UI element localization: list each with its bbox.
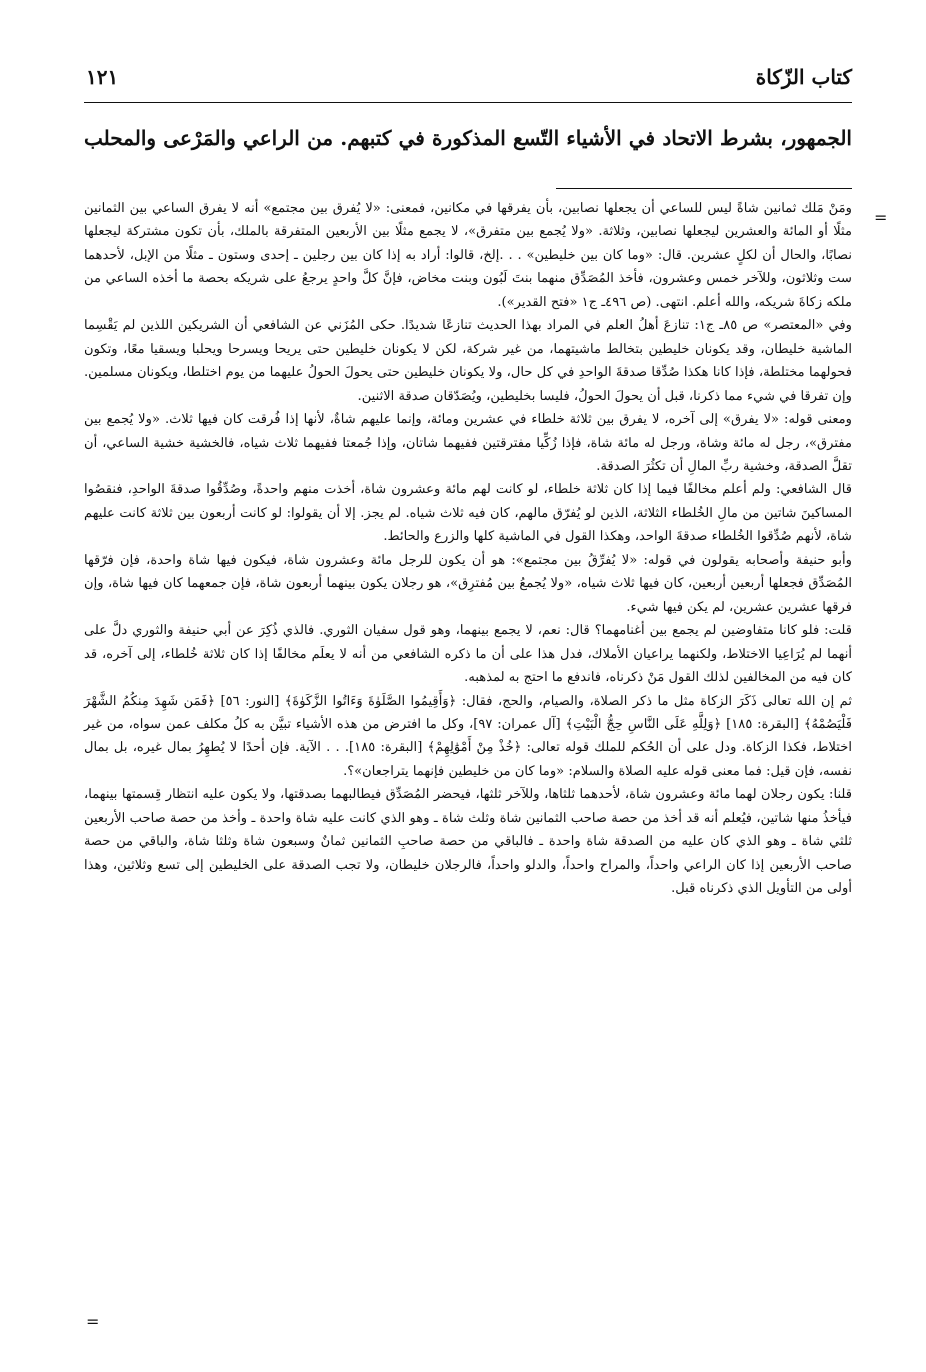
book-title: كتاب الزّكاة	[755, 65, 852, 89]
continuation-mark-top: =	[874, 208, 888, 227]
running-header	[86, 62, 852, 92]
footnote-paragraph-3: ومعنى قوله: «لا يفرق» إلى آخره، لا يفرق بين ثلاثة خلطاء في عشرين ومائة، وإنما عليهم شاةٌ، لأنها إذا فُرقت كان فيها ثلاث. «ولا يُجمع بين مفترق»، رجل له مائة وشاة، ورجل له مائة شاة، فإذا زُكِّيا مفترقتين ففيهما شاتان، وإذا جُمعتا ففيهما ثلاث شياه، فالخشية خشية الساعي، أن تقلَّ الصدقة، وخشية ربِّ المالِ أن تكثُرَ الصدقة.	[84, 412, 852, 474]
main-text: الجمهور، بشرط الاتحاد في الأشياء التّسع المذكورة في كتبهم. من الراعي والمَرْعى والمحلب	[84, 126, 852, 150]
footnote-paragraph-7: ثم إن الله تعالى ذَكَرَ الزكاة مثل ما ذكر الصلاة، والصيام، والحج، فقال: ﴿وَأَقِيمُوا الصَّلَوٰةَ وَءَاتُوا الزَّكَوٰةَ﴾ [النور: ٥٦] ﴿فَمَن شَهِدَ مِنكُمُ الشَّهْرَ فَلْيَصُمْهُ﴾ [البقرة: ١٨٥] ﴿وَلِلَّهِ عَلَى النَّاسِ حِجُّ الْبَيْتِ﴾ [آل عمران: ٩٧]، وكل ما افترض من هذه الأشياء تبيَّن به كلُ مكلف عمن سواه، من غير اختلاط، فكذا الزكاة. ودل على أن الحُكم للملك قوله تعالى: ﴿خُذْ مِنْ أَمْوَٰلِهِمْ﴾ [البقرة: ١٨٥]. . . الآية. فإن أحدًا لا يُطهِرُ بمال غيره، بل بمال نفسه، فإن قيل: فما معنى قوله عليه الصلاة والسلام: «وما كان من خليطين فإنهما يتراجعان»؟.	[84, 693, 853, 779]
footnote-paragraph-5: وأبو حنيفة وأصحابه يقولون في قوله: «لا يُفرِّقُ بين مجتمع»: هو أن يكون للرجل مائة وعشرون شاة، فيكون فيها شاة واحدة، فإن فرّقها المُصَدِّق فجعلها أربعين أربعين، كان فيها ثلاث شياه، «ولا يُجمعُ بين مُفترِق»، هو رجلان يكون بينهما أربعون شاة، فإن جمعهما كان فيها شاة، وإن فرقها عشرين عشرين، لم يكن فيها شيء.	[84, 552, 852, 615]
footnote-paragraph-6: قلت: فلو كانا متفاوضين لم يجمع بين أغنامهما؟ قال: نعم، لا يجمع بينهما، وهو قول سفيان الثوري. فالذي ذُكِرَ عن أبي حنيفة والثوري دلَّ على أنهما لم يُرَاعِيا الاختلاط، ولكنهما يراعيان الأملاك، فدل هذا على أن ما ذكره الشافعي من أنه لا يعلَم مخالفًا إذا كان ثلاثة خُلطاء، إلى آخره، قد كان فيه من المخالفين لذلك القول مَنْ ذكرناه، فاندفع ما احتج به لمذهبه.	[84, 623, 852, 686]
footnote-paragraph-2: وفي «المعتصر» ص ٨٥ـ ج١: تنازعَ أهلُ العلم في المراد بهذا الحديث تنازعًا شديدًا. حكى المُزَني عن الشافعي أن الشريكين اللذين لم يَقْسِما الماشية خليطان، وقد يكونان خليطين بتخالط ماشيتهما، من غير شركة، لكن لا يكونان خليطين حتى يريحا ويسرحا ويحلبا ويسقيا معًا، وتكون فحولهما مختلطة، فإذا كانا هكذا صُدِّقا صدقةَ الواحدِ في كل حال، ولا يكونان خليطين حتى يحولَ الحولُ عليهما من يوم اختلطا، ويكونان مسلمين. وإن تفرقا في شيء مما ذكرنا، قبل أن يحولَ الحولُ، فليسا بخليطين، ويُصَدّقان صدقة الاثنين.	[84, 318, 853, 404]
footnote-paragraph-1: ومَنْ مَلك ثمانين شاةً ليس للساعي أن يجعلها نصابين، بأن يفرقها في مكانين، فمعنى: «لا يُفرق بين مجتمع» أنه لا يفرق الساعي بين الثمانين مثلًا أو المائة والعشرين ليجعلها نصابين، وثلاثة. «ولا يُجمع بين متفرق»، لا يجمع مثلًا بين الأربعين المتفرقة بالملك، بأن تكون مشتركة ليجعلها نصابًا، والحال أن لكلٍ عشرين. قال: «وما كان بين خليطين» . . .إلخ، قالوا: أراد به إذا كان بين رجلين ـ إحدى وستون ـ مثلًا من الإبل، لأحدهما ست وثلاثون، وللآخر خمس وعشرون، فأخذ المُصَدِّق منهما بنتَ لَبُون وبنت مخاض، فإنَّ كلَّ واحدٍ يرجعُ على شريكه بحصة ما أخذه الساعي من ملكه زكاةَ شريكه، والله أعلم. انتهى. (ص ٤٩٦ـ ج١ «فتح القدير»).	[84, 201, 852, 310]
continuation-mark-bottom: =	[86, 1312, 100, 1331]
footnote-paragraph-8: قلنا: يكون رجلان لهما مائة وعشرون شاة، لأحدهما ثلثاها، وللآخر ثلثها، فيحضر المُصَدِّق فيطالبهما بصدقتها، ولا يكون عليه انتظار قِسمتها بينهما، فيأخذُ منها شاتين، فيُعلم أنه قد أخذ من حصة صاحب الثمانين شاة وثلث شاة ـ وهو الذي كانت عليه شاة واحدة ـ وأخذ من حصة صاحب الأربعين ثلثي شاة ـ وهو الذي كان عليه من الصدقة شاة واحدة ـ فالباقي من حصة صاحبِ الثمانين ثمانٌ وسبعون شاة وثلثا شاة، والباقي من حصة صاحب الأربعين إذا كان الراعي واحداً، والمراح واحداً، والدلو واحداً، فالرجلان خليطان، ولا تجب الصدقة على الخليطين إلى تسع وثلاثين، وهذا أولى من التأويل الذي ذكرناه قبل.	[84, 787, 852, 897]
header-rule	[84, 102, 852, 103]
page-number: ١٢١	[86, 65, 119, 89]
footnote-paragraph-4: قال الشافعي: ولم أعلم مخالفًا فيما إذا كان ثلاثة خلطاء، لو كانت لهم مائة وعشرون شاة، أخذت منهم واحدةً، وصُدِّقُوا صدقةَ الواحدِ، فنقصُوا المساكينَ شاتين من مالِ الخُلطاء الثلاثة، الذين لو يُفرّق مالهم، كان فيه ثلاث شياه. لم يجز. إلا أن يقولوا: لو كانت أربعون بين ثلاثة كانت عليهم شاة، لأنهم صُدِّقوا الخُلطاء صدقةَ الواحد، وهكذا القول في الماشية كلها والزرع والحائط.	[84, 482, 852, 545]
footnotes-section	[84, 197, 852, 901]
footnote-separator	[556, 188, 852, 189]
